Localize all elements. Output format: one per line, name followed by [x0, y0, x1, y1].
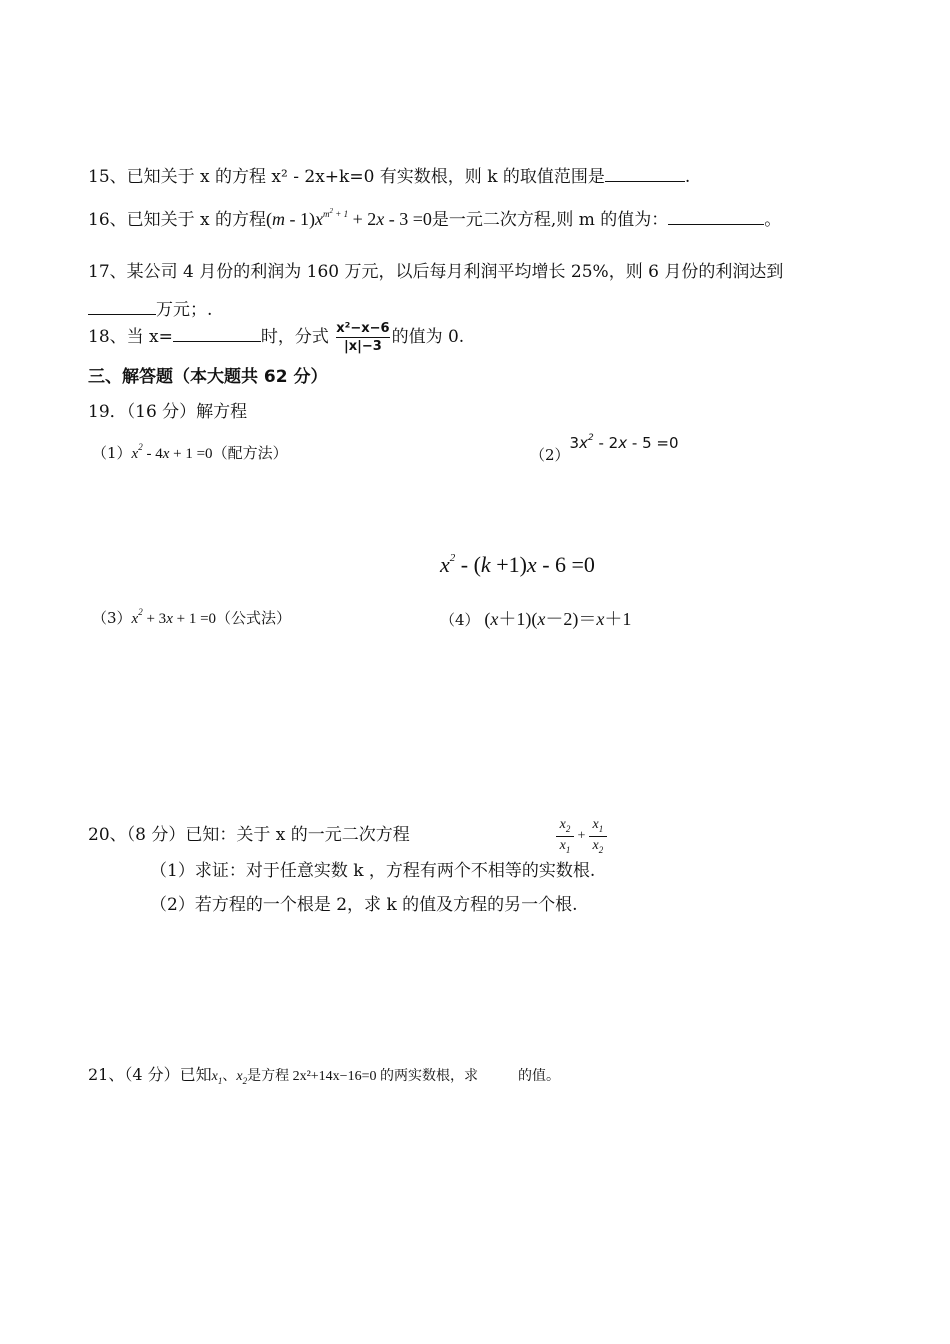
question-18-text-b: 时，分式: [260, 327, 329, 347]
part-3-equation: $x^2 + 3x + 1 =0$: [131, 607, 217, 627]
question-15: [88, 162, 690, 187]
fraction-x2-over-x1: $\frac{x_2}{x_1}$: [556, 818, 574, 855]
question-17-line1: 17、某公司 4 月份的利润为 160 万元，以后每月利润平均增长 25%，则 6 月份的利润达到: [88, 262, 784, 282]
part-3-method: （公式法）: [216, 609, 292, 627]
question-18-end: 的值为 0.: [391, 327, 465, 347]
part-4-equation: (x＋1)(x－2)＝x＋1: [484, 609, 632, 629]
question-15-end: .: [684, 167, 691, 187]
part-1-label: （1）: [92, 444, 132, 462]
question-16-end: 。: [764, 210, 782, 230]
question-19-part-4: [440, 605, 631, 631]
question-21-text-b: 是方程 2x²+14x−16=0 的两实数根，求: [247, 1069, 478, 1084]
answer-blank-18[interactable]: [173, 325, 261, 342]
question-19-part-3: [92, 607, 291, 628]
fraction-bar: [336, 337, 389, 338]
question-20-fraction-expression: $\frac{x_2}{x_1}$ + $\frac{x_1}{x_2}$: [556, 818, 607, 855]
part-4-label: （4）: [440, 611, 480, 629]
question-20-part-2: （2）若方程的一个根是 2，求 k 的值及方程的另一个根.: [150, 895, 578, 915]
question-17-line2: [88, 295, 212, 320]
answer-blank-17[interactable]: [88, 298, 156, 315]
question-19-heading: 19．（16 分）解方程: [88, 402, 248, 422]
fraction-denominator: |x|−3: [344, 339, 382, 354]
answer-blank-15[interactable]: [605, 165, 685, 182]
stray-equation: $x^2 - (k +1)x - 6 =0$: [440, 552, 595, 577]
question-21-text: 21、（4 分）已知: [88, 1065, 212, 1084]
part-2-equation: $3x^2 - 2x - 5 =0$: [569, 433, 679, 452]
question-17-tail: 万元；.: [156, 300, 213, 320]
question-16: [88, 205, 781, 230]
question-16-text-b: 是一元二次方程,则 m 的值为：: [431, 210, 669, 230]
question-21-roots: $x_1$、$x_2$: [211, 1069, 248, 1086]
section-heading: 三、解答题（本大题共 62 分）: [88, 367, 328, 387]
part-2-label: （2）: [530, 446, 570, 464]
question-16-equation: $(m - 1)x^{m^2 + 1} + 2x - 3 =0$: [266, 207, 432, 229]
question-18: [88, 322, 464, 353]
part-3-label: （3）: [92, 609, 132, 627]
question-21: [88, 1062, 560, 1086]
question-18-text: 18、当 x=: [88, 327, 173, 347]
question-20-part-1: （1）求证：对于任意实数 k ，方程有两个不相等的实数根.: [150, 861, 596, 881]
question-20-heading: 20、（8 分）已知：关于 x 的一元二次方程: [88, 825, 410, 845]
part-1-equation: $x^2 - 4x + 1 =0$: [131, 442, 213, 462]
part-1-method: （配方法）: [212, 444, 288, 462]
question-19-part-1: [92, 442, 288, 463]
fraction-numerator: x²−x−6: [336, 321, 390, 336]
fraction-x1-over-x2: $\frac{x_1}{x_2}$: [589, 818, 607, 855]
question-18-fraction: [336, 322, 389, 353]
question-19-part-2: [530, 432, 679, 464]
question-16-text: 16、已知关于 x 的方程: [88, 210, 267, 230]
question-21-end: 的值。: [517, 1068, 560, 1084]
question-15-text: 15、已知关于 x 的方程 x² - 2x+k=0 有实数根，则 k 的取值范围是: [88, 167, 605, 187]
answer-blank-16[interactable]: [668, 208, 764, 225]
